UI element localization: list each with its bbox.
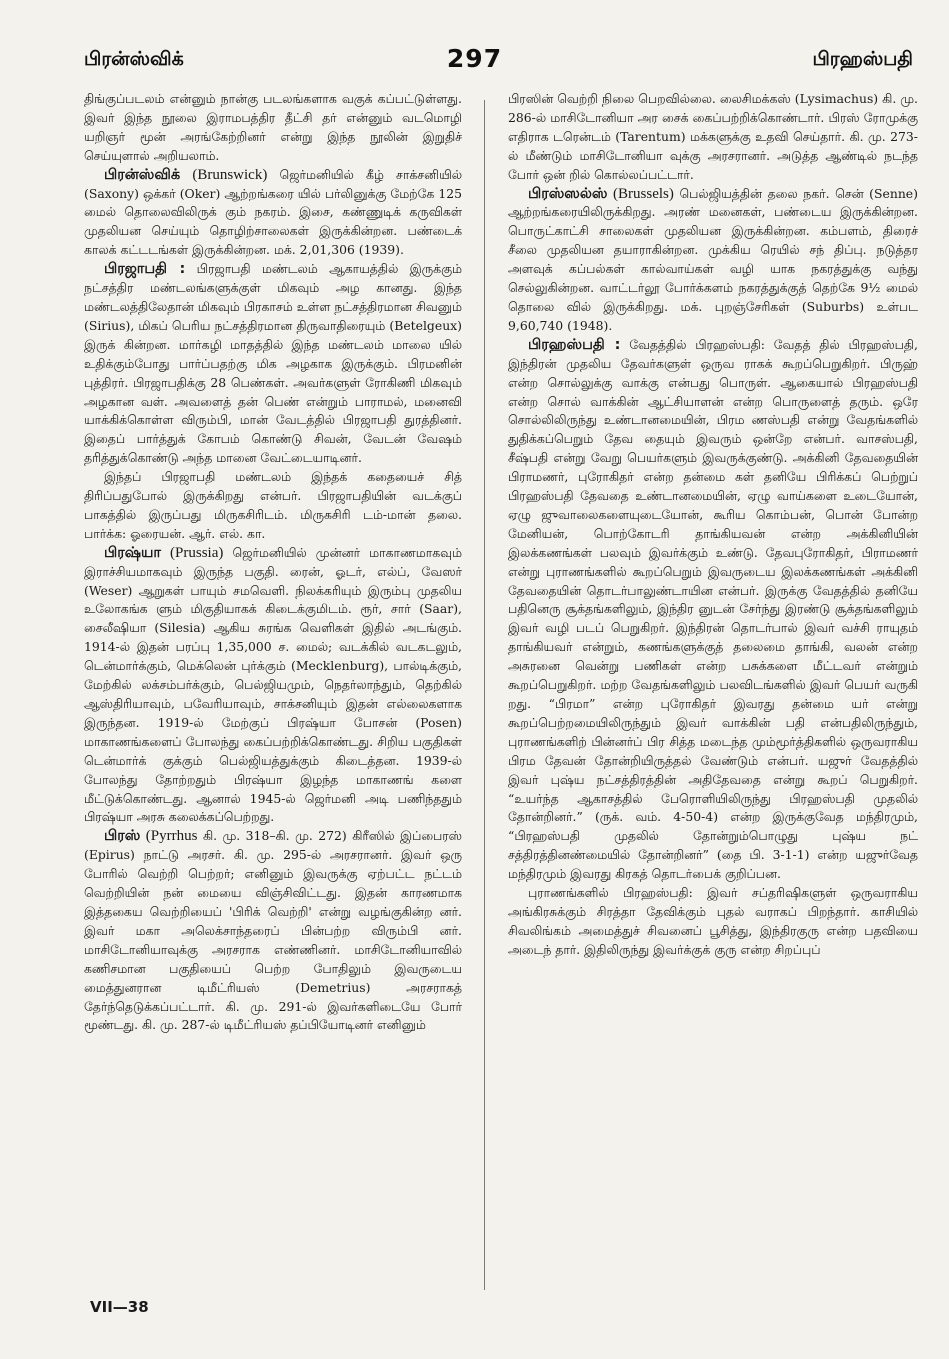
- left-column: [84, 90, 462, 1290]
- page-number: 297: [446, 44, 503, 73]
- entry-pyrrhus-continued: பிரஸின் வெற்றி நிலை பெறவில்லை. லைசிமக்கஸ் (Lysimachus) கி. மு. 286-ல் மாசிடோனியா அர சைக் கைப்பற்றிக்கொண்டார். பிரஸ் ரோமுக்கு எதிராக டரென்டம் (Tarentum) மக்களுக்கு உதவி செய்தார். கி. மு. 273-ல் மீண்டும் மாசிடோனியா வுக்கு அரசரானர். அடுத்த ஆண்டில் நடந்த போர் ஒன் றில் கொல்லப்பட்டார்.: [508, 91, 918, 182]
- entry-headword: பிரஜாபதி :: [104, 261, 186, 278]
- entry-latin: (Brunswick): [192, 166, 268, 183]
- column-divider: [484, 100, 485, 1290]
- entry-prajapati: பிரஜாபதி : பிரஜாபதி மண்டலம் ஆகாயத்தில் இருக்கும் நட்சத்திர மண்டலங்களுக்குள் மிகவும் அழ கானது. இந்த மண்டலத்திலேதான் மிகவும் பிரகாசம் உள்ள நட்சத்திரமான சிவனும் (Sirius), மிகப் பெரிய நட்சத்திரமான திருவாதிரையும் (Betelgeux) இருக் கின்றன. மார்கழி மாதத்தில் இந்த மண்டலம் மாலை யில் உதிக்கும்போது பார்ப்பதற்கு மிக அழகாக இருக்கும். பிரமனின் புத்திரர். பிரஜாபதிக்கு 28 பெண்கள். அவர்களுள் ரோகிணி மிகவும் அழகான வள். அவளைத் தன் பெண் என்றும் பாராமல், மனைவி யாக்கிக்கொள்ள விரும்பி, மான் வேடத்தில் பிரஜாபதி துரத்தினர். இதைப் பார்த்துக் கோபம் கொண்டு சிவன், வேடன் வேஷம் தரித்துக்கொண்டு அந்த மானை வேட்டையாடினர்.: [84, 261, 462, 466]
- entry-headword: பிரஸ்: [104, 828, 141, 845]
- running-head-left: பிரன்ஸ்விக்: [84, 48, 184, 70]
- entry-latin: (Pyrrhus: [145, 828, 198, 845]
- right-column: [508, 90, 918, 1290]
- entry-brussels: பிரஸ்ஸல்ஸ் (Brussels) பெல்ஜியத்தின் தலை நகர். சென் (Senne) ஆற்றங்கரையிலிருக்கிறது. அரண் மனைகள், பண்டைய இருக்கின்றன. பொருட்காட்சி சாலைகள் முதலியன இருக்கின்றன. கம்பளம், திரைச் சீலை முதலியன தயாராகின்றன. முக்கிய ரெயில் சந் திப்பு. நடுத்தர அளவுக் கப்பல்கள் கால்வாய்கள் வழி யாக நகரத்துக்கு வந்து செல்லுகின்றன. வாட்டர்லூ போர்க்களம் நகரத்துக்குத் தெற்கே 9½ மைல் தொலை வில் இருக்கிறது. மக். புறஞ்சேரிகள் (Suburbs) உள்பட 9,60,740 (1948).: [508, 185, 918, 333]
- entry-prussia: பிரஷ்யா (Prussia) ஜெர்மனியில் முன்னர் மாகாணமாகவும் இராச்சியமாகவும் இருந்த பகுதி. ரைன், ஓடர், எல்ப், வேஸர் (Weser) ஆறுகள் பாயும் சமவெளி. நிலக்கரியும் இரும்பு முதலிய உலோகங்க ளும் மிகுதியாகக் கிடைக்குமிடம். ரூர், சார் (Saar), சைலீஷியா (Silesia) ஆகிய சுரங்க வெளிகள் இதில் அடங்கும். 1914-ல் இதன் பரப்பு 1,35,000 ச. மைல்; வடக்கில் வடகடலும், டென்மார்க்கும், மெக்லென் புர்க்கும் (Mecklenburg), பால்டிக்கும், மேற்கில் லக்சம்பர்க்கும், பெல்ஜியமும், நெதர்லாந்தும், தெற்கில் ஆஸ்திரியாவும், பவேரியாவும், சாக்சனியும் இதன் எல்லைகளாக இருந்தன. 1919-ல் மேற்குப் பிரஷ்யா போசன் (Posen) மாகாணங்களைப் போலந்து கைப்பற்றிக்கொண்டது. சிறிய பகுதிகள் டென்மார்க் குக்கும் பெல்ஜியத்துக்கும் கிடைத்தன. 1939-ல் போலந்து தோற்றதும் பிரஷ்யா இழந்த மாகாணங் களை மீட்டுக்கொண்டது. ஆனால் 1945-ல் ஜெர்மனி அடி பணிந்ததும் பிரஷ்யா அரசு கலைக்கப்பெற்றது.: [84, 544, 462, 825]
- running-head-right: பிரஹஸ்பதி: [812, 48, 913, 70]
- entry-pyrrhus: பிரஸ் (Pyrrhus கி. மு. 318–கி. மு. 272) கிரீஸில் இப்பைரஸ் (Epirus) நாட்டு அரசர். கி. மு. 295-ல் அரசரானர். இவர் ஒரு போரில் வெற்றி பெற்றர்; எனினும் இவருக்கு ஏற்பட்ட நட்டம் வெற்றியின் நன் மையை விஞ்சிவிட்டது. இதன் காரணமாக இத்தகைய வெற்றியைப் 'பிரிக் வெற்றி' என்று வழங்குகின்ற னர். இவர் மகா அலெக்சாந்தரைப் பின்பற்ற விரும்பி னர். மாசிடோனியாவுக்கு அரசராக எண்ணினர். மாசிடோனியாவில் கணிசமான பகுதியைப் பெற்ற போதிலும் இவருடைய மைத்துனரான டிமீட்ரியஸ் (Demetrius) அரசராகத் தேர்ந்தெடுக்கப்பட்டார். கி. மு. 291-ல் இவர்களிடையே போர் மூண்டது. கி. மு. 287-ல் டிமீட்ரியஸ் தப்பியோடினர் எனினும்: [84, 828, 462, 1033]
- entry-latin: (Brussels): [613, 185, 674, 202]
- entry-prajapati-continued: இந்தப் பிரஜாபதி மண்டலம் இந்தக் கதையைச் சித் திரிப்பதுபோல் இருக்கிறது என்பர். பிரஜாபதியின் வடக்குப் பாகத்தில் இருப்பது மிருகசிரிடம். மிருகசிரி டம்-மான் தலை. பார்க்க: ஓரையன். ஆர். எல். கா.: [84, 469, 462, 541]
- entry-headword: பிரஸ்ஸல்ஸ்: [528, 185, 608, 202]
- signature-mark: VII—38: [90, 1298, 149, 1316]
- entry-brihaspati-puranas: புராணங்களில் பிரஹஸ்பதி: இவர் சப்தரிஷிகளுள் ஒருவராகிய அங்கிரசுக்கும் சிரத்தா தேவிக்கும் புதல் வராகப் பிறந்தார். காசியில் சிவலிங்கம் அமைத்துச் சிவனைப் பூசித்து, இந்திரகுரு என்ற பதவியை அடைந் தார். இதிலிருந்து இவர்க்குக் குரு என்ற சிறப்புப்: [508, 885, 918, 957]
- entry-continuation: திங்குப்படலம் என்னும் நான்கு படலங்களாக வகுக் கப்பட்டுள்ளது. இவர் இந்த நூலை இராமபத்திர தீட்சி தர் என்னும் வடமொழி யறிஞர் மூன் அரங்கேற்றினர் என்று இந்த நூலின் இறுதிச் செய்யுளால் அறியலாம்.: [84, 91, 462, 163]
- entry-brihaspati: பிரஹஸ்பதி : வேதத்தில் பிரஹஸ்பதி: வேதத் தில் பிரஹஸ்பதி, இந்திரன் முதலிய தேவர்களுள் ஒருவ ராகக் கூறப்பெறுகிறர். பிருஹ் என்ற சொல்லுக்கு வாக்கு என்பது பொருள். ஆகையால் பிரஹஸ்பதி என்ற சொல் வாக்கின் ஆட்சியாளன் என்ற பொருளைத் தரும். ஒரே சொல்லிலிருந்து உண்டானமையின், பிரம ணஸ்பதி என்று வேதங்களில் துதிக்கப்பெறும் தேவ தையும் இவரும் ஒன்றே என்பர். வாசஸ்பதி, சீஷ்பதி என்று வேறு பெயர்களும் இவருக்குண்டு. அக்கினி தேவதையின் பிராமணர், புரோகிதர் என்ற தன்மை கள் தனியே பிரிக்கப் பெற்றுப் பிரஹஸ்பதி தேவதை உண்டானமையின், ஏழு வாய்களை உடையோன், ஏழு ஜுவாலைகளையுடையோன், கூரிய கொம்பன், பொன் போன்ற மேனியன், பொற்கோடரி தாங்கியவன் என்ற அக்கினியின் இலக்கணங்கள் பலவும் இவர்க்கும் உண்டு. தேவபுரோகிதர், பிராமணர் என்று புராணங்களில் கூறப்பெறும் இவருடைய இலக்கணங்கள் அக்கினி தேவதையின் தொடர்பாலுண்டாயின என்பர். இருக்கு வேதத்தில் தனியே பதினெரு சூக்தங்களிலும், இந்திர னுடன் சேர்ந்து இரண்டு சூக்தங்களிலும் இவர் வழி படப் பெறுகிறர். இந்திரன் தொடர்பால் இவர் வச்சி ராயுதம் தாங்கியவர் என்றும், கணங்களுக்குத் தலைமை தாங்கி, வலன் என்ற அசுரனை வென்று பணிகள் என்ற பசுக்களை மீட்டவர் என்றும் கூறப்பெறுகிறர். மற்ற வேதங்களிலும் பலவிடங்களில் இவர் பெயர் வருகி றது. “பிரமா” என்ற புரோகிதர் இவரது தன்மை யர் என்று கூறப்பெற்றமையிலிருந்தும் இவர் வாக்கின் பதி என்பதிலிருந்தும், புராணங்களிற் பின்னர்ப் பிர சித்த மடைந்த மும்மூர்த்திகளில் ஒருவராகிய பிரம தேவன் தோன்றியிருத்தல் வேண்டும் என்பர். யஜுர் வேதத்தில் இவர் புஷ்ய நட்சத்திரத்தின் அதிதேவதை என்று கூறப் பெறுகிறர். “உயர்ந்த ஆகாசத்தில் பேரொளியிலிருந்து பிரஹஸ்பதி முதலில் தோன்றினர்.” (ருக். வம். 4-50-4) என்ற இருக்குவேத மந்திரமும், “பிரஹஸ்பதி முதலில் தோன்றும்பொழுது புஷ்ய நட் சத்திரத்தினண்மையில் தோன்றினர்” (தை பி. 3-1-1) என்ற யஜுர்வேத மந்திரமும் இவரது கிரகத் தொடர்பைக் குறிப்பன.: [508, 336, 918, 882]
- entry-headword: பிரன்ஸ்விக்: [104, 166, 181, 183]
- entry-brunswick: பிரன்ஸ்விக் (Brunswick) ஜெர்மனியில் கீழ் சாக்சனியில் (Saxony) ஒக்கர் (Oker) ஆற்றங்கரை யில் பர்லினுக்கு மேற்கே 125 மைல் தொலைவிலிருக் கும் நகரம். இசை, கண்ணுடிக் கருவிகள் முதலியன செய்யும் தொழிற்சாலைகள் இருக்கின்றன. பண்டைக் காலக் கட்டடங்கள் இருக்கின்றன. மக். 2,01,306 (1939).: [84, 166, 462, 258]
- entry-headword: பிரஷ்யா: [104, 544, 161, 561]
- entry-latin: (Prussia): [170, 544, 224, 561]
- entry-headword: பிரஹஸ்பதி :: [528, 336, 621, 353]
